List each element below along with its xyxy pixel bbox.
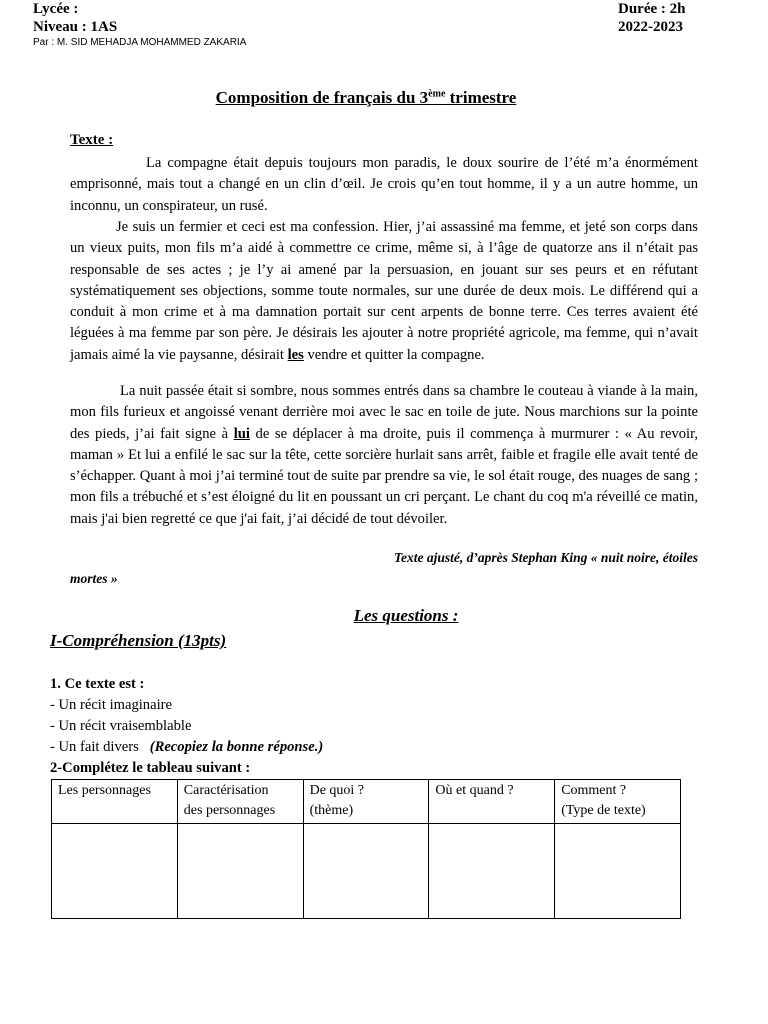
duree-label: Durée : 2h — [618, 1, 686, 17]
question-1-option-3: - Un fait divers — [50, 739, 139, 755]
text-paragraph-2: Je suis un fermier et ceci est ma confession. Hier, j’ai assassiné ma femme, et jeté son corps dans un vieux puits, mon fils m’a aidé à commettre ce crime, même si, à l’âge de quatorze ans il n’était pas responsable de ses actes ; je l’y ai amené par la persuasion, en jouant sur ses peurs et en réfutant systématiquement ses objections, somme toute normales, sur une durée de deux mois. Le différend qui a conduit à mon crime et à ma damnation portait sur cent arpents de bonne terre. Ces terres avaient été léguées à ma femme par son père. Je désirais les ajouter à notre propriété agricole, ma femme, qui n’avait jamais aimé la vie paysanne, désirait les vendre et quitter la compagne. — [70, 219, 698, 363]
text-paragraph-3: La nuit passée était si sombre, nous sommes entrés dans sa chambre le couteau à viande à la main, mon fils furieux et angoissé venant derrière moi avec le sac en toile de jute. Nous marchions sur la pointe des pieds, j’ai fait signe à lui de se déplacer à ma droite, puis il commença à murmurer : « Au revoir, maman » Et lui a enfilé le sac sur la tête, cette sorcière hurlait sans arrêt, faible et fragile elle avait tenté de s’échapper. Quant à moi j’ai terminé tout de suite par prendre sa vie, le sol était rouge, des nuages de sang ; mon fils a trébuché et s’est éloigné du lit en poussant un cri perçant. Le chant du coq m'a réveillé ce matin, mais j'ai bien regretté ce que j'ai fait, j’ai décidé de tout dévoiler. — [70, 383, 699, 527]
questions-title: Les questions : — [353, 606, 459, 625]
question-1-instruction: (Recopiez la bonne réponse.) — [149, 739, 324, 755]
page-title: Composition de français du 3ème trimestre — [215, 88, 517, 107]
underlined-les: les — [287, 346, 304, 363]
text-paragraph-1: La compagne était depuis toujours mon paradis, le doux sourire de l’été m’a énormément emprisonné, mais tout a changé en un clin d’œil. Je crois qu’en tout homme, il y a un autre homme, un inconnu, un conspirateur, un rusé. — [70, 155, 698, 214]
question-1-label: 1. Ce texte est : — [50, 676, 145, 692]
table-answer-cell — [177, 824, 303, 919]
table-header-cell: De quoi ? (thème) — [303, 780, 429, 824]
table-answer-cell — [429, 824, 555, 919]
question-1-option-3-row — [50, 737, 323, 758]
author-label: Par : M. SID MEHADJA MOHAMMED ZAKARIA — [33, 37, 247, 48]
question-1-option-1: - Un récit imaginaire — [50, 697, 172, 713]
underlined-lui: lui — [233, 425, 250, 442]
table-header-cell: Où et quand ? — [429, 780, 555, 824]
table-header-cell: Caractérisation des personnages — [177, 780, 303, 824]
lycee-label: Lycée : — [33, 1, 79, 17]
table-answer-cell — [555, 824, 681, 919]
niveau-label: Niveau : 1AS — [33, 19, 118, 35]
table-answer-cell — [303, 824, 429, 919]
table-header-cell: Les personnages — [52, 780, 178, 824]
year-label: 2022-2023 — [618, 19, 683, 35]
table-answer-cell — [52, 824, 178, 919]
answer-table — [51, 779, 681, 919]
text-label: Texte : — [70, 132, 114, 148]
table-header-cell: Comment ? (Type de texte) — [555, 780, 681, 824]
text-source: Texte ajusté, d’après Stephan King « nuit noire, étoiles mortes » — [70, 550, 698, 586]
question-2-label: 2-Complétez le tableau suivant : — [50, 760, 251, 776]
question-1-option-2: - Un récit vraisemblable — [50, 718, 192, 734]
section-comprehension: I-Compréhension (13pts) — [50, 631, 227, 650]
